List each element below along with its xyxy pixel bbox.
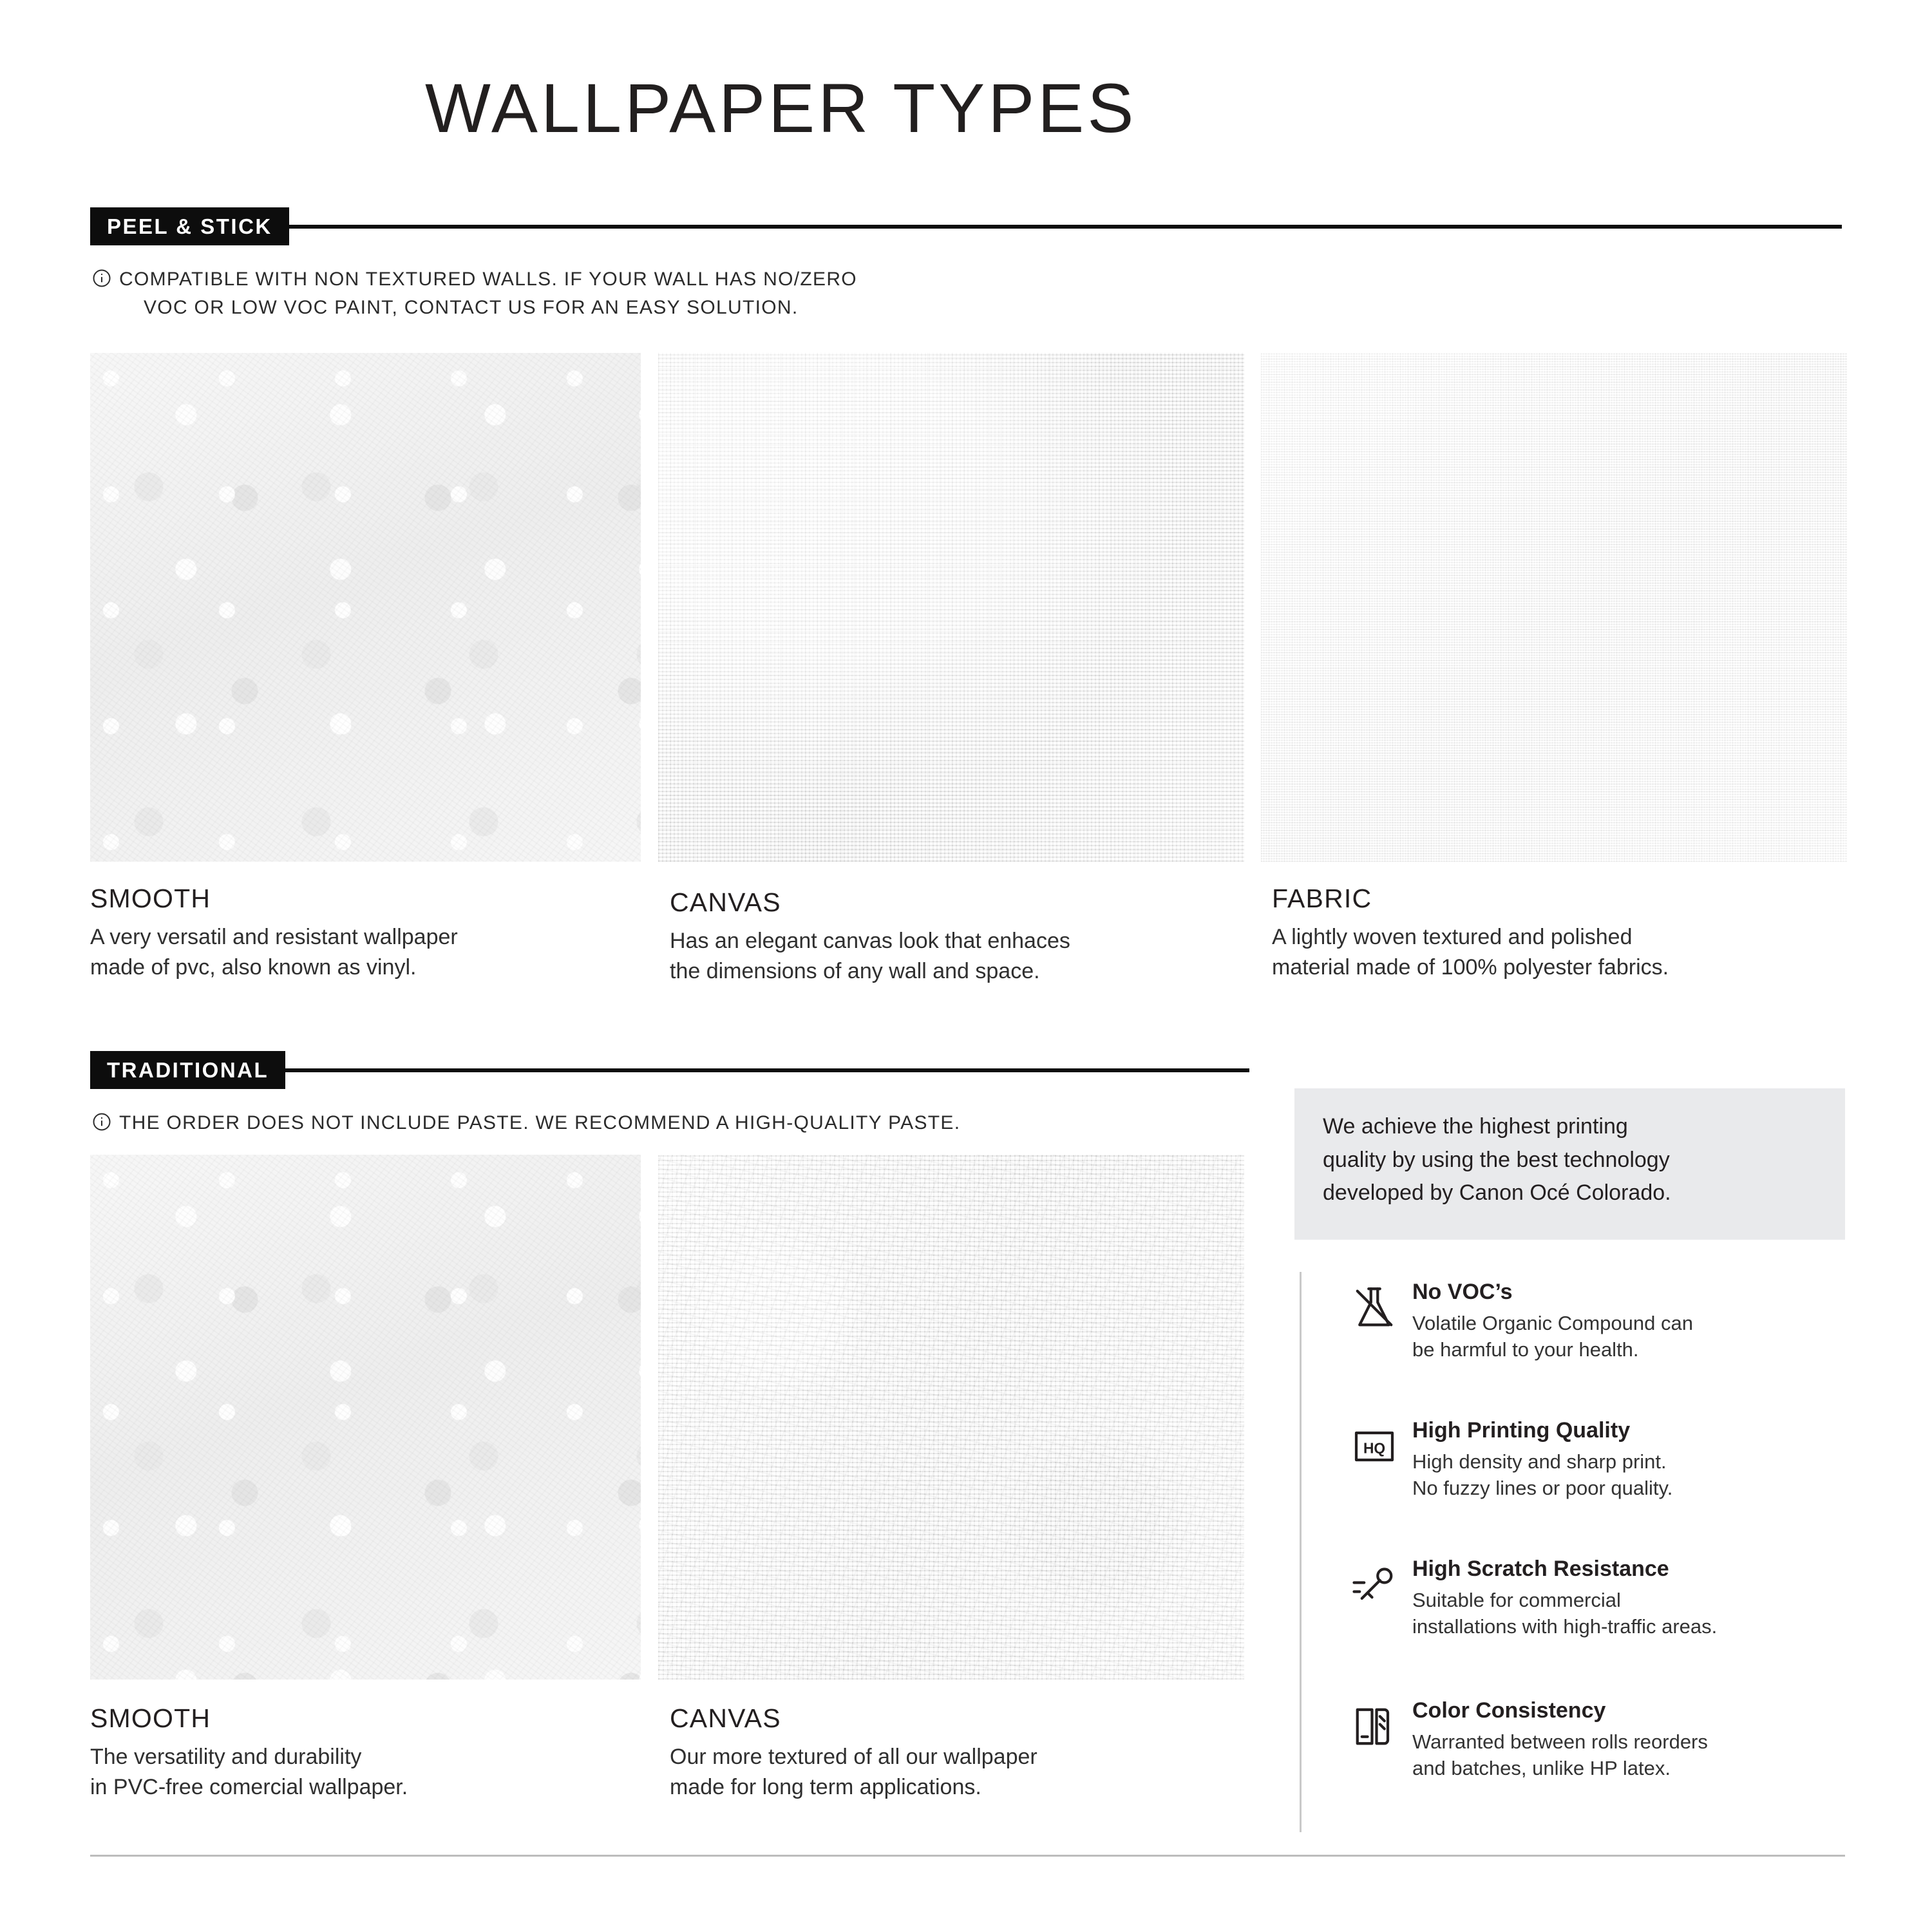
feature-color-consistency <box>1336 1697 1852 1782</box>
note-line-1: COMPATIBLE WITH NON TEXTURED WALLS. IF YOUR WALL HAS NO/ZERO <box>119 269 857 290</box>
swatch-desc-peel-smooth <box>90 922 657 983</box>
no-voc-icon <box>1336 1278 1412 1345</box>
color-consistency-icon <box>1336 1697 1412 1764</box>
note-text <box>119 265 857 321</box>
desc-line-1: Suitable for commercial <box>1412 1588 1621 1611</box>
feature-desc <box>1412 1728 1852 1782</box>
swatch-peel-canvas <box>658 353 1244 862</box>
note-line-2: VOC OR LOW VOC PAINT, CONTACT US FOR AN EASY SOLUTION. <box>144 296 799 318</box>
feature-title: No VOC’s <box>1412 1280 1513 1304</box>
desc-line-1: A lightly woven textured and polished <box>1272 925 1633 949</box>
quality-quote-box <box>1294 1088 1845 1240</box>
feature-text <box>1412 1697 1852 1782</box>
swatch-trad-smooth <box>90 1155 641 1680</box>
swatch-peel-smooth <box>90 353 641 862</box>
swatch-peel-fabric <box>1261 353 1847 862</box>
svg-text:HQ: HQ <box>1363 1439 1386 1457</box>
desc-line-2: made of pvc, also known as vinyl. <box>90 954 417 980</box>
swatch-desc-trad-smooth <box>90 1742 657 1803</box>
feature-desc <box>1412 1310 1852 1363</box>
desc-line-1: The versatility and durability <box>90 1745 362 1769</box>
footer-divider <box>90 1855 1845 1857</box>
feature-text <box>1412 1278 1852 1363</box>
desc-line-1: Warranted between rolls reorders <box>1412 1730 1708 1753</box>
smooth-paper-swatch <box>90 1155 641 1680</box>
section-header-traditional <box>90 1051 1249 1089</box>
desc-line-1: Volatile Organic Compound can <box>1412 1311 1693 1334</box>
feature-title: High Printing Quality <box>1412 1418 1631 1443</box>
desc-line-2: made for long term applications. <box>670 1774 981 1799</box>
smooth-paper-swatch <box>90 353 641 862</box>
canvas-weave-swatch <box>658 353 1244 862</box>
swatch-title-trad-smooth: SMOOTH <box>90 1703 211 1733</box>
feature-list-divider <box>1300 1272 1302 1832</box>
feature-desc <box>1412 1587 1852 1640</box>
section-tag-traditional: TRADITIONAL <box>90 1051 285 1089</box>
info-icon <box>92 268 111 296</box>
note-peel-stick <box>92 265 1187 321</box>
feature-text <box>1412 1417 1852 1502</box>
canvas-heavy-swatch <box>658 1155 1244 1680</box>
desc-line-2: be harmful to your health. <box>1412 1338 1639 1361</box>
section-tag-peel-stick: PEEL & STICK <box>90 207 289 245</box>
swatch-desc-peel-fabric <box>1272 922 1864 983</box>
hq-print-icon <box>1336 1417 1412 1484</box>
swatch-title-trad-canvas: CANVAS <box>670 1703 781 1733</box>
desc-line-2: material made of 100% polyester fabrics. <box>1272 954 1669 980</box>
swatch-title-peel-smooth: SMOOTH <box>90 884 211 913</box>
section-rule <box>289 225 1842 229</box>
swatch-desc-trad-canvas <box>670 1742 1262 1803</box>
note-traditional <box>92 1109 1226 1140</box>
desc-line-1: A very versatil and resistant wallpaper <box>90 925 458 949</box>
feature-no-voc <box>1336 1278 1852 1363</box>
desc-line-2: the dimensions of any wall and space. <box>670 958 1040 983</box>
swatch-title-peel-canvas: CANVAS <box>670 887 781 917</box>
quote-line-2: quality by using the best technology <box>1323 1147 1670 1172</box>
desc-line-1: Has an elegant canvas look that enhaces <box>670 929 1070 953</box>
note-text: THE ORDER DOES NOT INCLUDE PASTE. WE RECOMMEND A HIGH-QUALITY PASTE. <box>119 1112 961 1133</box>
feature-title: Color Consistency <box>1412 1698 1606 1723</box>
scratch-resistance-icon <box>1336 1555 1412 1622</box>
feature-high-printing-quality <box>1336 1417 1852 1502</box>
info-icon <box>92 1112 111 1140</box>
section-header-peel-stick <box>90 207 1842 245</box>
quote-line-3: developed by Canon Océ Colorado. <box>1323 1180 1671 1206</box>
desc-line-1: High density and sharp print. <box>1412 1450 1667 1473</box>
feature-desc <box>1412 1448 1852 1502</box>
swatch-title-peel-fabric: FABRIC <box>1272 884 1372 913</box>
feature-title: High Scratch Resistance <box>1412 1557 1669 1581</box>
section-rule <box>285 1068 1249 1072</box>
feature-text <box>1412 1555 1852 1640</box>
quote-line-1: We achieve the highest printing <box>1323 1114 1628 1139</box>
desc-line-2: in PVC-free comercial wallpaper. <box>90 1774 408 1799</box>
swatch-desc-peel-canvas <box>670 926 1262 987</box>
desc-line-2: installations with high-traffic areas. <box>1412 1615 1718 1638</box>
desc-line-2: No fuzzy lines or poor quality. <box>1412 1477 1673 1500</box>
swatch-trad-canvas <box>658 1155 1244 1680</box>
desc-line-1: Our more textured of all our wallpaper <box>670 1745 1037 1769</box>
desc-line-2: and batches, unlike HP latex. <box>1412 1757 1671 1780</box>
fabric-linen-swatch <box>1261 353 1847 862</box>
feature-high-scratch-resistance <box>1336 1555 1852 1640</box>
page-title: WALLPAPER TYPES <box>425 69 1137 147</box>
quality-quote-text <box>1323 1110 1823 1210</box>
